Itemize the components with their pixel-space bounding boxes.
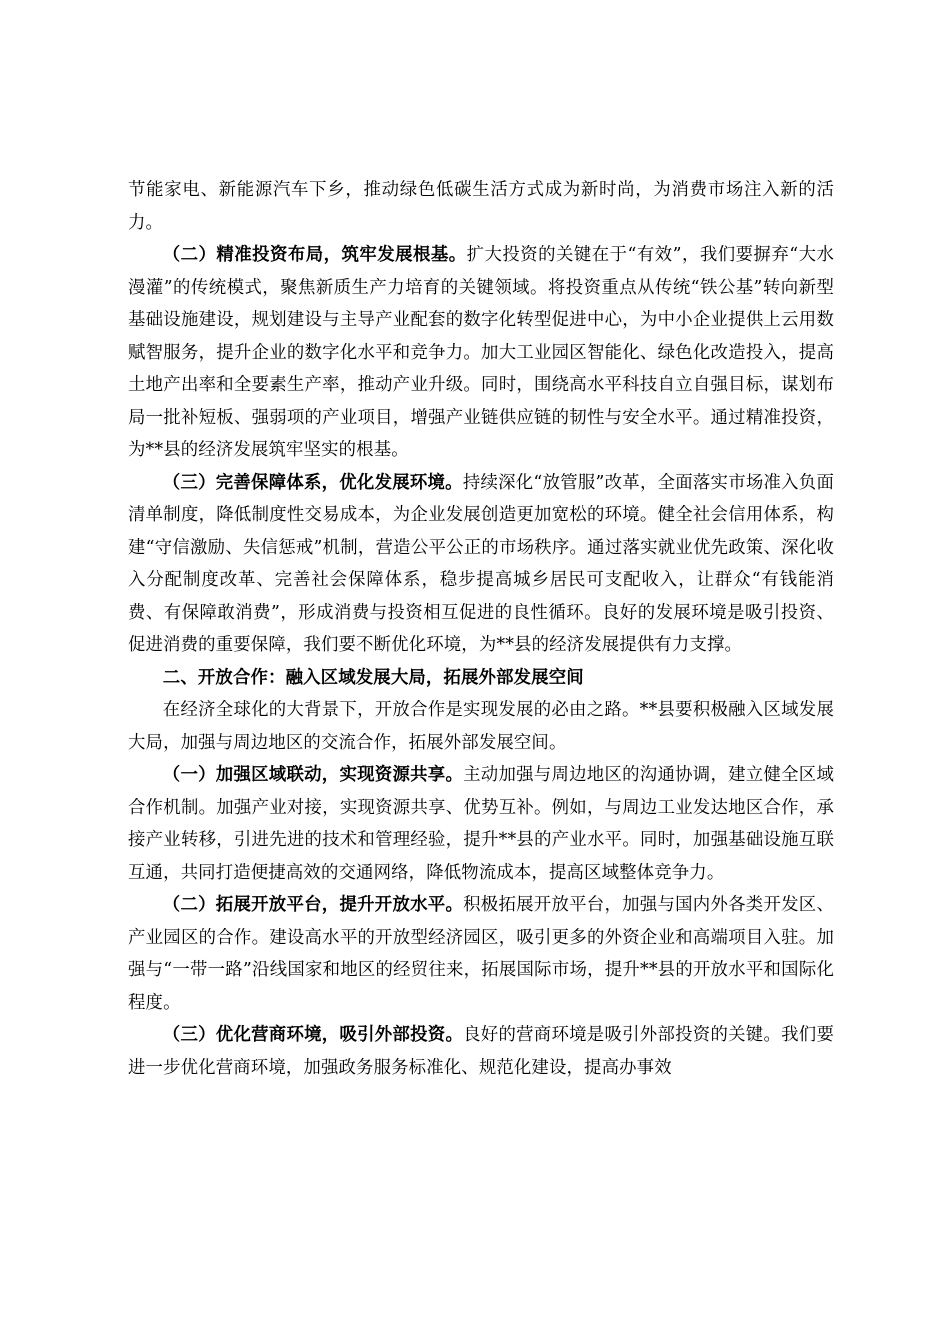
paragraph-lead: （二）拓展开放平台，提升开放水平。 bbox=[162, 895, 464, 915]
section-heading: 二、开放合作：融入区域发展大局，拓展外部发展空间 bbox=[162, 667, 584, 688]
paragraph-lead: （二）精准投资布局，筑牢发展根基。 bbox=[162, 245, 467, 265]
paragraph-precise-investment bbox=[128, 239, 834, 467]
paragraph-body: 积极拓展开放平台，加强与国内外各类开发区、产业园区的合作。建设高水平的开放型经济园区，吸引更多的外资企业和高端项目入驻。加强与“一带一路”沿线国家和地区的经贸往来，拓展国际市场，提升**县的开放水平和国际化程度。 bbox=[128, 895, 834, 1013]
paragraph-lead: （三）完善保障体系，优化发展环境。 bbox=[162, 472, 463, 493]
paragraph-continued: 节能家电、新能源汽车下乡，推动绿色低碳生活方式成为新时尚，为消费市场注入新的活力。 bbox=[128, 180, 834, 233]
section-intro: 在经济全球化的大背景下，开放合作是实现发展的必由之路。**县要积极融入区域发展大局，加强与周边地区的交流合作，拓展外部发展空间。 bbox=[128, 700, 834, 753]
paragraph-guarantee-system bbox=[128, 467, 834, 662]
paragraph-open-platform bbox=[128, 889, 834, 1019]
paragraph-regional-linkage bbox=[128, 759, 834, 889]
paragraph-body: 主动加强与周边地区的沟通协调，建立健全区域合作机制。加强产业对接，实现资源共享、优势互补。例如，与周边工业发达地区合作，承接产业转移，引进先进的技术和管理经验，提升**县的产业水平。同时，加强基础设施互联互通，共同打造便捷高效的交通网络，降低物流成本，提高区域整体竞争力。 bbox=[128, 765, 834, 883]
paragraph-lead: （三）优化营商环境，吸引外部投资。 bbox=[162, 1025, 464, 1045]
document-page bbox=[128, 174, 834, 1084]
paragraph-lead: （一）加强区域联动，实现资源共享。 bbox=[162, 765, 464, 785]
paragraph-body: 持续深化“放管服”改革，全面落实市场准入负面清单制度，降低制度性交易成本，为企业发展创造更加宽松的环境。健全社会信用体系，构建“守信激励、失信惩戒”机制，营造公平公正的市场秩序。通过落实就业优先政策、深化收入分配制度改革、完善社会保障体系，稳步提高城乡居民可支配收入，让群众“有钱能消费、有保障敢消费”，形成消费与投资相互促进的良性循环。良好的发展环境是吸引投资、促进消费的重要保障，我们要不断优化环境，为**县的经济发展提供有力支撑。 bbox=[128, 472, 834, 655]
paragraph-body: 扩大投资的关键在于“有效”，我们要摒弃“大水漫灌”的传统模式，聚焦新质生产力培育的关键领域。将投资重点从传统“铁公基”转向新型基础设施建设，规划建设与主导产业配套的数字化转型促进中心，为中小企业提供上云用数赋智服务，提升企业的数字化水平和竞争力。加大工业园区智能化、绿色化改造投入，提高土地产出率和全要素生产率，推动产业升级。同时，围绕高水平科技自立自强目标，谋划布局一批补短板、强弱项的产业项目，增强产业链供应链的韧性与安全水平。通过精准投资，为**县的经济发展筑牢坚实的根基。 bbox=[128, 245, 834, 460]
paragraph-body: 良好的营商环境是吸引外部投资的关键。我们要进一步优化营商环境，加强政务服务标准化、规范化建设，提高办事效 bbox=[128, 1025, 834, 1078]
paragraph-business-environment bbox=[128, 1019, 834, 1084]
